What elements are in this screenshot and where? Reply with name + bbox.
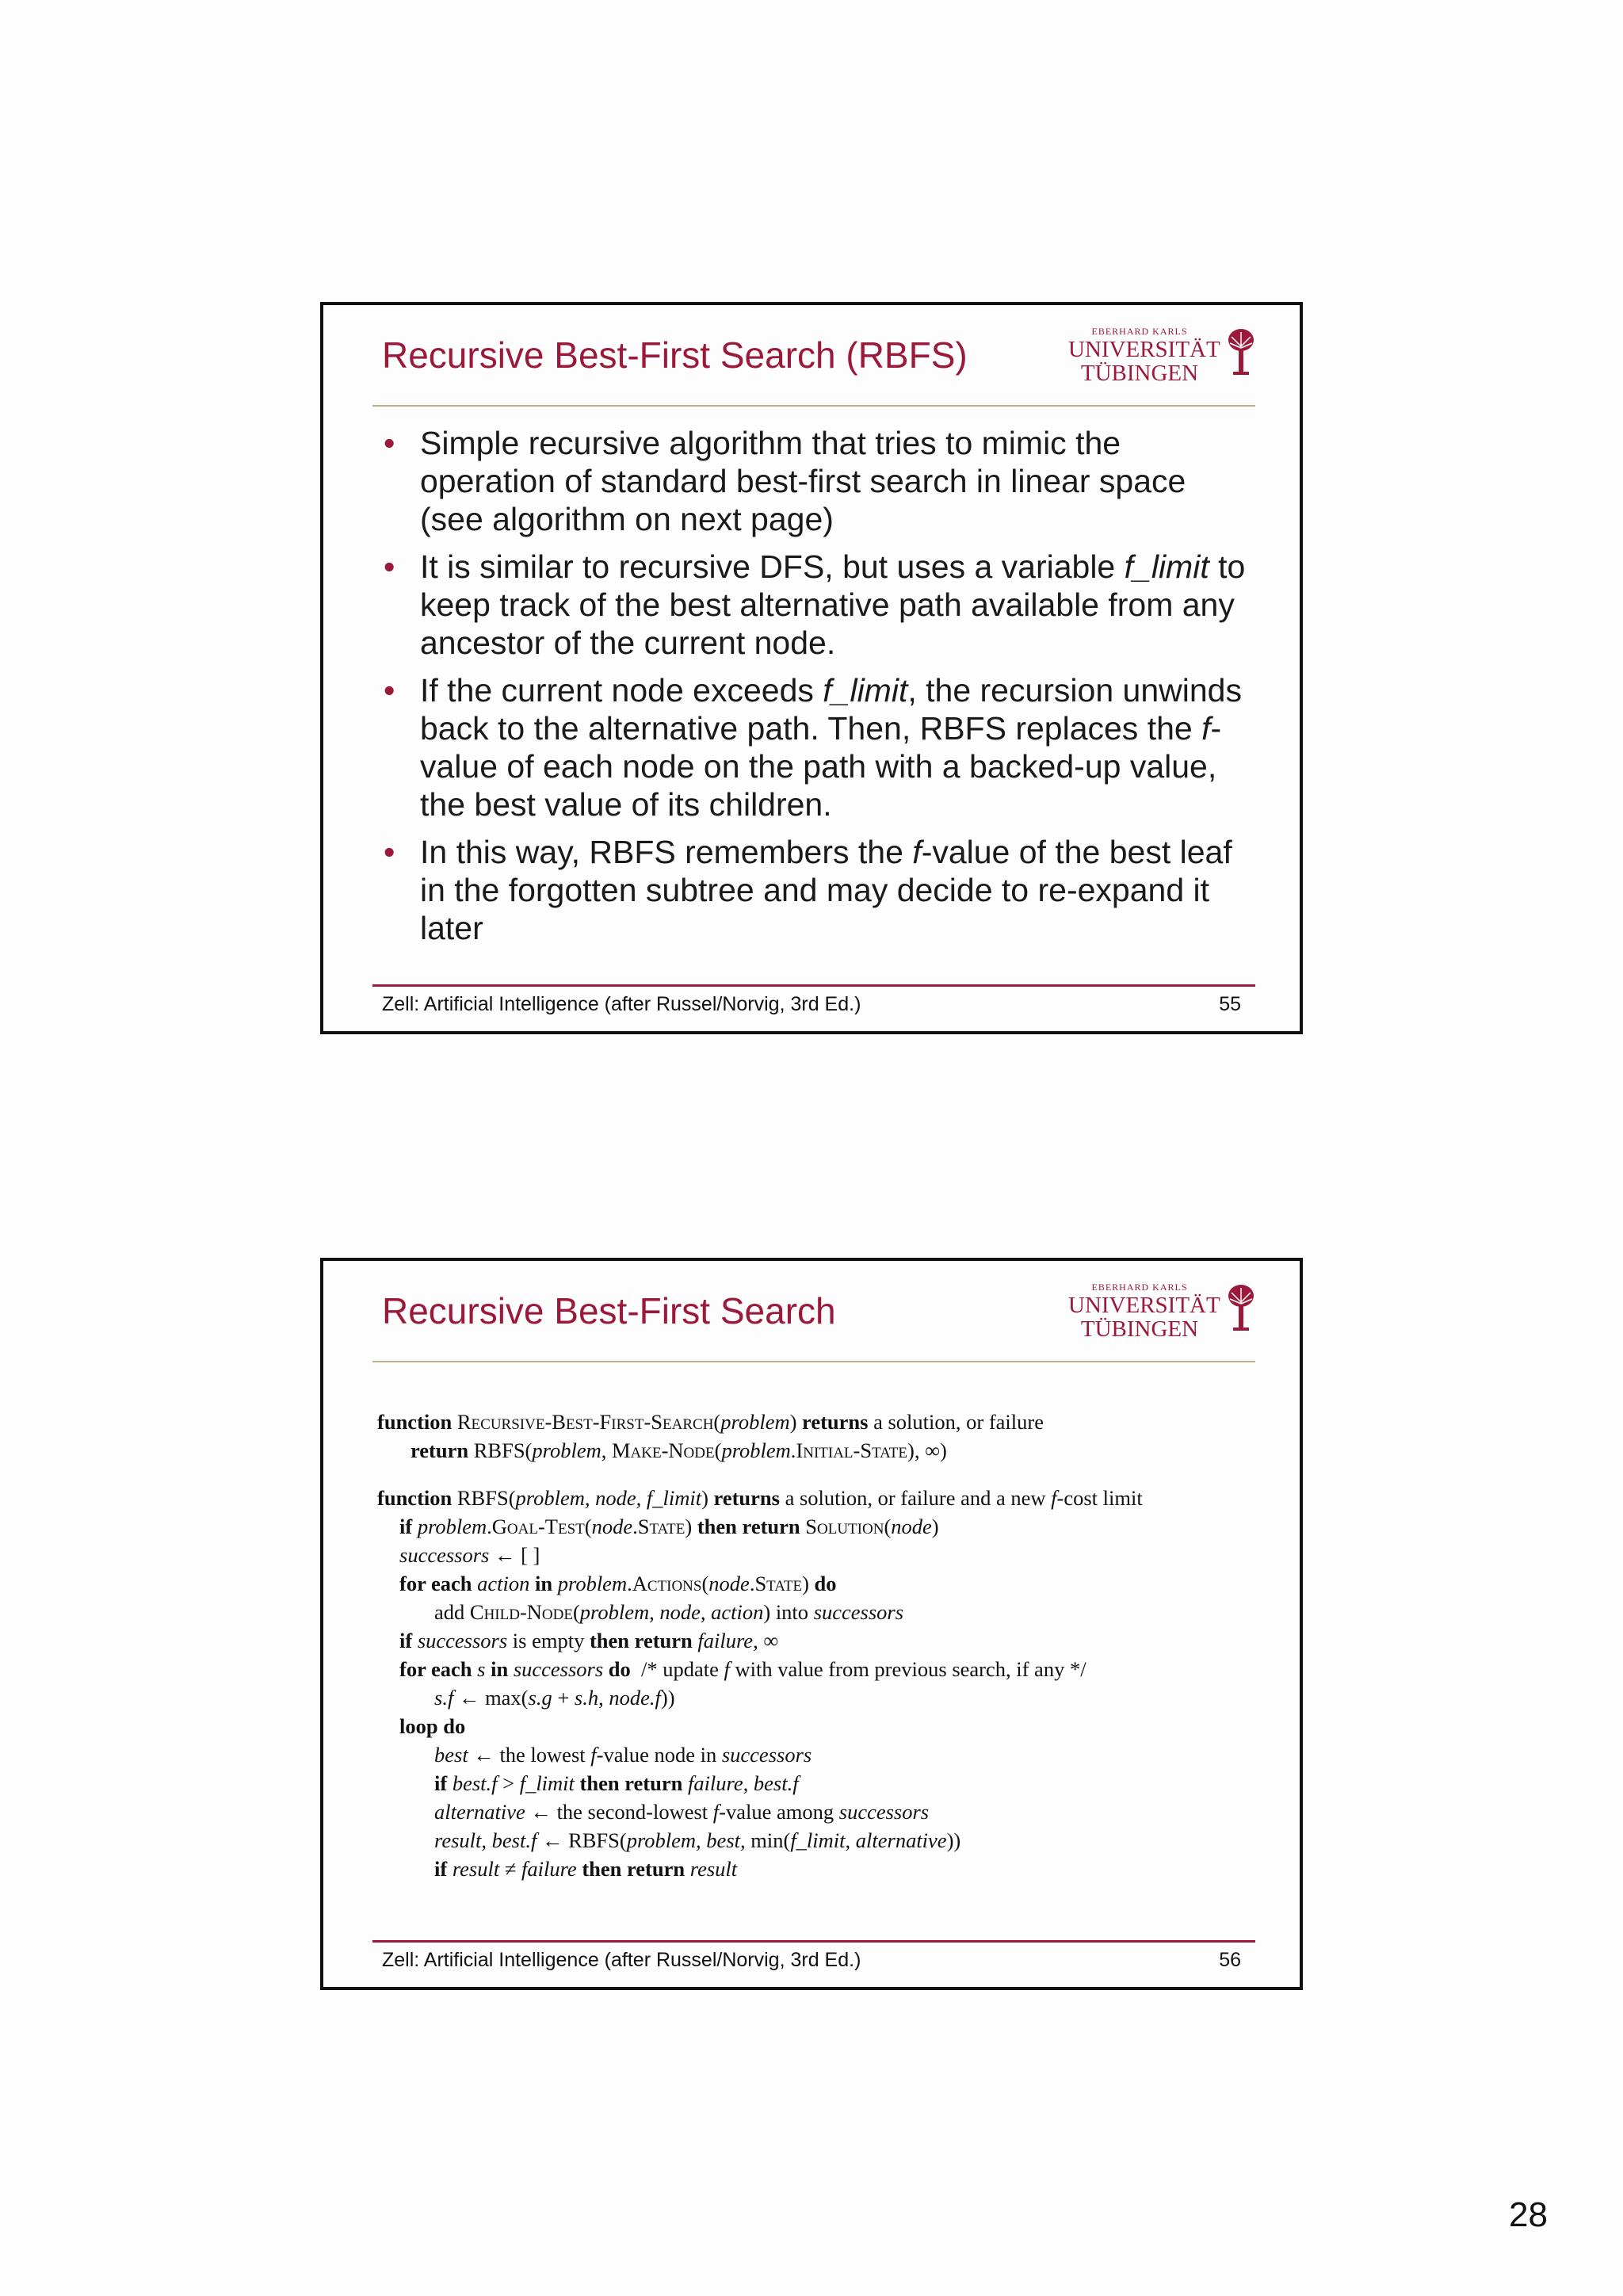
header-rule	[372, 405, 1255, 407]
bullet-item: • In this way, RBFS remembers the f-value of the best leaf in the forgotten subtree and may decide to re-expand it later	[384, 834, 1232, 946]
code-line: successors ← [ ]	[399, 1543, 540, 1567]
bullet-item: • Simple recursive algorithm that tries to mimic the operation of standard best-first search in linear space (see algorithm on next page)	[384, 425, 1186, 537]
slide-number: 55	[1219, 993, 1241, 1015]
code-line: if best.f > f_limit then return failure, best.f	[434, 1771, 799, 1795]
logo-small-text: EBERHARD KARLS	[1091, 1282, 1188, 1293]
footer-rule	[372, 1940, 1255, 1943]
code-line: add Child-Node(problem, node, action) into successors	[434, 1600, 904, 1624]
logo-small-text: EBERHARD KARLS	[1091, 326, 1188, 337]
header-rule	[372, 1361, 1255, 1362]
footer-citation: Zell: Artificial Intelligence (after Russel/Norvig, 3rd Ed.)	[382, 1949, 861, 1971]
code-line: s.f ← max(s.g + s.h, node.f))	[434, 1686, 675, 1710]
logo-line2: TÜBINGEN	[1080, 1316, 1199, 1342]
bullet-dot: •	[384, 672, 395, 709]
code-line: loop do	[399, 1714, 466, 1738]
code-line: alternative ← the second-lowest f-value among successors	[434, 1800, 930, 1824]
code-line: if successors is empty then return failure, ∞	[399, 1629, 779, 1652]
code-line: return RBFS(problem, Make-Node(problem.Initial-State), ∞)	[411, 1438, 947, 1462]
logo-line1: UNIVERSITÄT	[1068, 1293, 1220, 1318]
bullet-dot: •	[384, 834, 395, 870]
bullet-dot: •	[384, 425, 395, 461]
page-number: 28	[1509, 2195, 1548, 2234]
code-line: for each s in successors do /* update f with value from previous search, if any */	[399, 1657, 1086, 1681]
logo-line1: UNIVERSITÄT	[1068, 337, 1220, 362]
logo-line2: TÜBINGEN	[1080, 361, 1199, 386]
university-logo	[1068, 326, 1263, 388]
palm-tree-icon	[1225, 1283, 1257, 1334]
palm-tree-icon	[1225, 327, 1257, 378]
slide-56	[320, 1258, 1303, 1990]
code-line: function RBFS(problem, node, f_limit) returns a solution, or failure and a new f-cost limit	[377, 1486, 1143, 1510]
bullet-item: • If the current node exceeds f_limit, the recursion unwinds back to the alternative path. Then, RBFS replaces the f-value of each node on the path with a backed-up value, the best value of its children.	[384, 672, 1242, 823]
code-line: result, best.f ← RBFS(problem, best, min(f_limit, alternative))	[434, 1828, 961, 1852]
university-logo	[1068, 1282, 1263, 1343]
slide-number: 56	[1219, 1949, 1241, 1971]
code-line: for each action in problem.Actions(node.State) do	[399, 1572, 837, 1595]
bullet-item: • It is similar to recursive DFS, but uses a variable f_limit to keep track of the best alternative path available from any ancestor of the current node.	[384, 548, 1246, 661]
footer-citation: Zell: Artificial Intelligence (after Russel/Norvig, 3rd Ed.)	[382, 993, 861, 1015]
slide-title: Recursive Best-First Search (RBFS)	[382, 334, 968, 376]
footer-rule	[372, 984, 1255, 987]
code-line: function Recursive-Best-First-Search(problem) returns a solution, or failure	[377, 1410, 1044, 1434]
bullet-dot: •	[384, 548, 395, 585]
bullet-list	[384, 424, 1247, 957]
code-line: if problem.Goal-Test(node.State) then return Solution(node)	[399, 1515, 939, 1538]
code-line: best ← the lowest f-value node in successors	[434, 1743, 812, 1767]
slide-title: Recursive Best-First Search	[382, 1290, 836, 1331]
slide-55	[320, 302, 1303, 1034]
code-line: if result ≠ failure then return result	[434, 1857, 738, 1881]
